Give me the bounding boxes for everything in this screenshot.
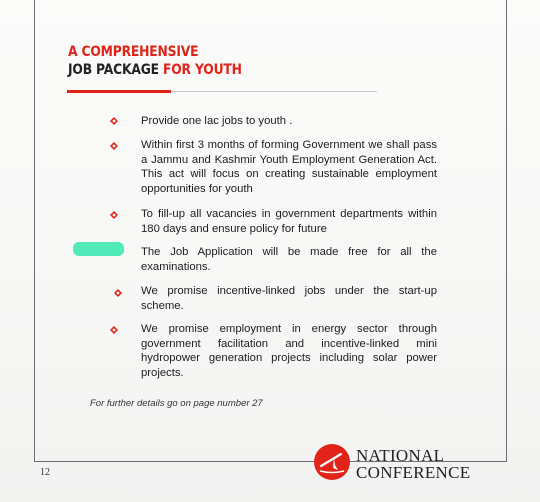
list-item: We promise incentive-linked jobs under the start-up scheme. <box>141 285 437 312</box>
page-number: 12 <box>40 467 50 478</box>
list-item: The Job Application will be made free for all the examinations. <box>141 246 437 273</box>
logo-text-conference: CONFERENCE <box>356 463 471 482</box>
heading-for-youth: FOR YOUTH <box>158 62 242 78</box>
list-item: We promise employment in energy sector through government facilitation and incentive-linked mini hydropower generation projects including solar power projects. <box>141 323 437 379</box>
bullet-diamond-icon <box>114 289 122 297</box>
list-item: Within first 3 months of forming Government we shall pass a Jammu and Kashmir Youth Employment Generation Act. This act will focus on creating sustainable employment opportunities for youth <box>141 139 437 195</box>
bullet-diamond-icon <box>110 117 118 125</box>
list-item: To fill-up all vacancies in government departments within 180 days and ensure policy for future <box>141 208 437 235</box>
footnote: For further details go on page number 27 <box>90 398 263 409</box>
plough-logo-icon <box>314 444 350 480</box>
logo-text-national: NATIONAL <box>356 446 445 465</box>
heading-job-package: JOB PACKAGE <box>68 62 159 78</box>
highlight-mark <box>73 242 124 256</box>
list-item: Provide one lac jobs to youth . <box>141 115 293 127</box>
heading-line-1: A COMPREHENSIVE <box>68 44 199 60</box>
bullet-diamond-icon <box>110 211 118 219</box>
heading-line-2 <box>68 62 242 78</box>
bullet-diamond-icon <box>110 142 118 150</box>
heading-underline-accent <box>67 90 171 93</box>
heading-underline-rule <box>171 91 377 92</box>
bullet-diamond-icon <box>110 326 118 334</box>
